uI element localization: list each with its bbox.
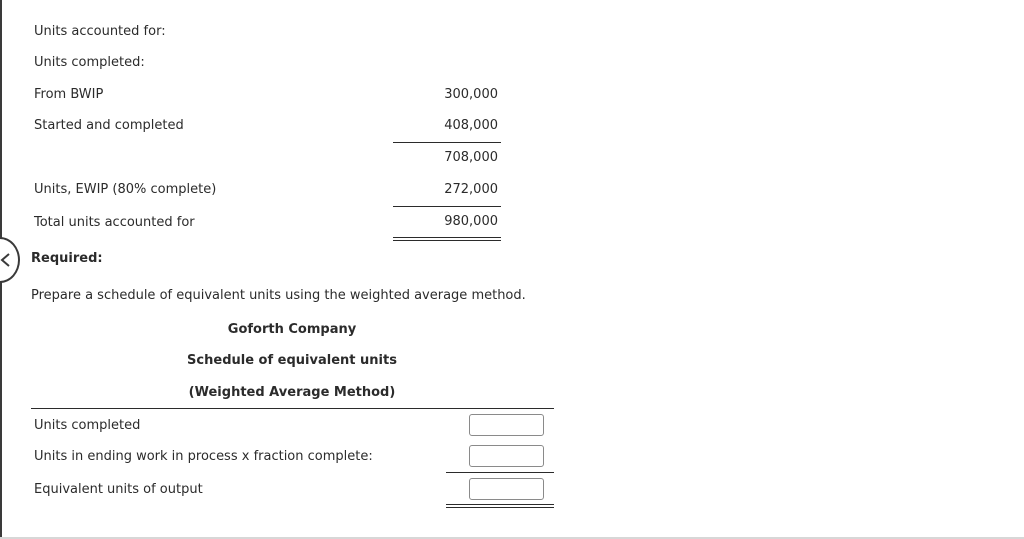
required-heading: Required: [31,251,103,266]
subtotal-rule [393,142,501,143]
total-double-rule-top [393,237,501,238]
units-completed-input[interactable] [469,414,544,436]
row-value-total: 980,000 [444,214,498,229]
schedule-title: Schedule of equivalent units [187,353,397,368]
schedule-company: Goforth Company [227,322,357,337]
row-value-started-completed: 408,000 [444,118,498,133]
schedule-method: (Weighted Average Method) [188,385,396,400]
equivalent-units-input[interactable] [469,478,544,500]
schedule-header-rule [31,408,554,409]
schedule-double-rule-top [446,504,554,505]
schedule-row-equivalent-units: Equivalent units of output [34,482,203,497]
total-double-rule-bottom [393,240,501,241]
row-label-total: Total units accounted for [34,215,195,230]
chevron-left-icon[interactable] [0,250,12,270]
schedule-row-ewip-fraction: Units in ending work in process x fraction complete: [34,449,373,464]
row-label-ewip: Units, EWIP (80% complete) [34,182,217,197]
schedule-double-rule-bottom [446,507,554,508]
row-value-from-bwip: 300,000 [444,87,498,102]
schedule-subtotal-rule [446,472,554,473]
row-value-ewip: 272,000 [444,182,498,197]
ewip-fraction-input[interactable] [469,445,544,467]
row-label-started-completed: Started and completed [34,118,184,133]
units-accounted-heading: Units accounted for: [34,24,166,39]
total-rule [393,206,501,207]
row-label-from-bwip: From BWIP [34,87,104,102]
units-completed-heading: Units completed: [34,55,145,70]
required-instruction: Prepare a schedule of equivalent units using the weighted average method. [31,288,526,303]
row-value-subtotal: 708,000 [444,150,498,165]
schedule-row-units-completed: Units completed [34,418,141,433]
